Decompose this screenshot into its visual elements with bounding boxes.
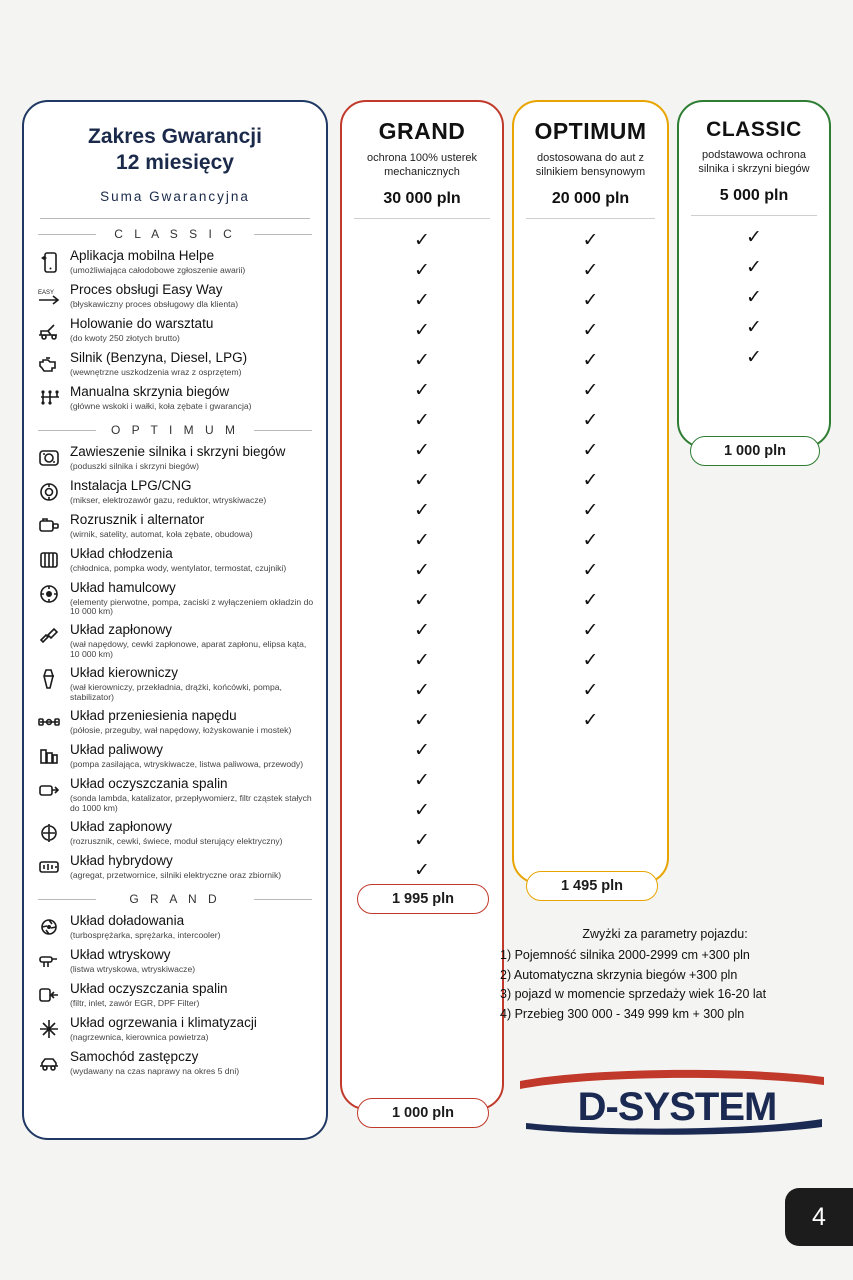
tow-truck-icon	[32, 317, 66, 343]
check-mark: ✓	[414, 678, 430, 701]
exhaust-icon	[32, 777, 66, 803]
feature-name: Układ przeniesienia napędu	[70, 707, 237, 723]
check-mark: ✓	[414, 378, 430, 401]
mobile-app-icon	[32, 249, 66, 275]
feature-row	[24, 441, 326, 475]
dpf-icon	[32, 982, 66, 1008]
check-mark: ✓	[582, 438, 599, 461]
check-mark: ✓	[582, 228, 599, 251]
plan-desc-classic: podstawowa ochrona silnika i skrzyni biegów	[698, 149, 810, 175]
check-mark: ✓	[414, 738, 430, 761]
check-mark: ✓	[582, 498, 599, 521]
electric-icon	[32, 820, 66, 846]
check-mark: ✓	[414, 768, 430, 791]
feature-row	[24, 850, 326, 884]
feature-group-header: C L A S S I C	[24, 227, 326, 241]
check-mark: ✓	[414, 648, 430, 671]
feature-desc: (półosie, przeguby, wał napędowy, łożyskowanie i mostek)	[70, 724, 292, 735]
feature-text	[70, 247, 316, 276]
feature-desc: (turbosprężarka, sprężarka, intercooler)	[70, 929, 221, 940]
engine-icon	[32, 351, 66, 377]
panel-title-line2: 12 miesięcy	[116, 151, 234, 175]
surcharges-line-3: 3) pojazd w momencie sprzedaży wiek 16-20 lat	[500, 987, 767, 1002]
driveline-icon	[32, 709, 66, 735]
brakes-icon	[32, 581, 66, 607]
plan-name-optimum: OPTIMUM	[534, 118, 647, 144]
fuel-icon	[32, 743, 66, 769]
plan-header-optimum	[514, 102, 667, 208]
check-mark: ✓	[414, 318, 430, 341]
price-tag-classic[interactable]: 1 000 pln	[690, 436, 820, 466]
feature-name: Układ hybrydowy	[70, 852, 173, 868]
panel-divider	[40, 218, 310, 219]
feature-name: Układ kierowniczy	[70, 665, 179, 680]
feature-row	[24, 816, 326, 850]
check-mark: ✓	[582, 678, 599, 701]
feature-text	[70, 281, 316, 310]
feature-row	[24, 773, 326, 816]
feature-name: Aplikacja mobilna Helpe	[70, 247, 215, 263]
plan-desc-grand: ochrona 100% usterek mechanicznych	[366, 152, 478, 178]
feature-row	[24, 910, 326, 944]
plan-price-optimum: 20 000 pln	[551, 189, 630, 207]
svg-text:EASY: EASY	[38, 289, 55, 296]
panel-subtitle: Suma Gwarancyjna	[100, 188, 250, 204]
feature-row	[24, 739, 326, 773]
feature-name: Układ wtryskowy	[70, 946, 171, 962]
check-mark: ✓	[582, 258, 599, 281]
feature-name: Układ oczyszczania spalin	[70, 980, 228, 996]
plan-header-grand	[342, 102, 502, 208]
feature-text	[70, 741, 316, 770]
plan-price-grand: 30 000 pln	[383, 189, 461, 207]
check-mark: ✓	[746, 345, 762, 368]
plan-desc-optimum: dostosowana do aut z silnikiem bensynowym	[535, 152, 646, 178]
check-mark: ✓	[582, 528, 599, 551]
surcharges-line-2: 2) Automatyczna skrzynia biegów +300 pln	[500, 967, 738, 982]
check-mark: ✓	[414, 828, 430, 851]
injector-icon	[32, 948, 66, 974]
check-mark: ✓	[582, 468, 599, 491]
feature-desc: (mikser, elektrozawór gazu, reduktor, wtryskiwacze)	[70, 494, 267, 505]
feature-row	[24, 279, 326, 313]
feature-desc: (wydawany na czas naprawy na okres 5 dni)	[70, 1065, 240, 1076]
feature-row	[24, 662, 326, 705]
feature-row	[24, 245, 326, 279]
price-tag-grand-mid[interactable]: 1 995 pln	[357, 884, 489, 914]
feature-text	[70, 664, 316, 703]
feature-name: Rozrusznik i alternator	[70, 511, 205, 527]
check-mark: ✓	[414, 858, 430, 881]
check-mark: ✓	[414, 588, 430, 611]
feature-text	[70, 579, 316, 618]
check-mark: ✓	[746, 255, 762, 278]
feature-text	[70, 477, 316, 506]
feature-name: Układ zapłonowy	[70, 818, 173, 834]
warranty-scope-panel	[22, 100, 328, 1140]
check-mark: ✓	[414, 798, 430, 821]
plan-header-classic	[679, 102, 829, 205]
feature-text	[70, 818, 316, 847]
check-mark: ✓	[582, 348, 599, 371]
logo-text: D-SYSTEM	[577, 1085, 777, 1129]
feature-row	[24, 577, 326, 620]
check-mark: ✓	[746, 315, 762, 338]
feature-text	[70, 315, 316, 344]
company-logo	[512, 1065, 832, 1135]
plan-checks-grand	[342, 219, 502, 885]
plan-column-grand[interactable]	[340, 100, 504, 1110]
suspension-icon	[32, 445, 66, 471]
surcharges-note	[500, 925, 830, 1024]
feature-desc: (filtr, inlet, zawór EGR, DPF Filter)	[70, 997, 200, 1008]
surcharges-title: Zwyżki za parametry pojazdu:	[582, 927, 748, 941]
check-mark: ✓	[582, 288, 599, 311]
feature-desc: (wał kierowniczy, przekładnia, drążki, końcówki, pompa, stabilizator)	[70, 682, 282, 702]
feature-list	[24, 441, 326, 884]
lpg-icon	[32, 479, 66, 505]
feature-text	[70, 1048, 316, 1077]
check-mark: ✓	[414, 258, 430, 281]
check-mark: ✓	[582, 588, 599, 611]
surcharges-line-1: 1) Pojemność silnika 2000-2999 cm +300 pln	[500, 948, 750, 963]
courtesy-car-icon	[32, 1050, 66, 1076]
feature-desc: (agregat, przetwornice, silniki elektryczne oraz zbiornik)	[70, 869, 282, 880]
feature-row	[24, 381, 326, 415]
panel-title-line1: Zakres Gwarancji	[88, 125, 262, 148]
feature-text	[70, 621, 316, 660]
feature-desc: (wewnętrzne uszkodzenia wraz z osprzętem)	[70, 366, 242, 377]
check-mark: ✓	[414, 408, 430, 431]
feature-text	[70, 511, 316, 540]
feature-text	[70, 383, 316, 412]
feature-name: Układ hamulcowy	[70, 579, 176, 595]
check-mark: ✓	[414, 618, 430, 641]
feature-name: Silnik (Benzyna, Diesel, LPG)	[70, 349, 248, 365]
plan-column-classic[interactable]	[677, 100, 831, 448]
feature-row	[24, 705, 326, 739]
feature-desc: (błyskawiczny proces obsługowy dla klienta)	[70, 298, 239, 309]
feature-row	[24, 978, 326, 1012]
feature-name: Układ zapłonowy	[70, 622, 173, 638]
feature-text	[70, 349, 316, 378]
panel-title	[24, 124, 326, 177]
plan-checks-classic	[679, 216, 829, 372]
feature-text	[70, 946, 316, 975]
feature-desc: (nagrzewnica, kierownica powietrza)	[70, 1031, 209, 1042]
check-mark: ✓	[582, 408, 599, 431]
feature-text	[70, 707, 316, 736]
check-mark: ✓	[582, 318, 599, 341]
plan-name-grand: GRAND	[378, 118, 466, 144]
check-mark: ✓	[414, 468, 430, 491]
feature-desc: (poduszki silnika i skrzyni biegów)	[70, 460, 199, 471]
feature-row	[24, 509, 326, 543]
feature-text	[70, 852, 316, 881]
feature-text	[70, 912, 316, 941]
cooling-icon	[32, 547, 66, 573]
feature-name: Układ doładowania	[70, 912, 185, 928]
feature-row	[24, 347, 326, 381]
feature-text	[70, 980, 316, 1009]
feature-name: Układ oczyszczania spalin	[70, 775, 228, 791]
feature-list	[24, 245, 326, 415]
feature-row	[24, 313, 326, 347]
feature-text	[70, 443, 316, 472]
feature-row	[24, 543, 326, 577]
plan-checks-optimum	[514, 219, 667, 735]
ac-icon	[32, 1016, 66, 1042]
ignition-icon	[32, 623, 66, 649]
feature-name: Samochód zastępczy	[70, 1048, 199, 1064]
gearbox-icon	[32, 385, 66, 411]
check-mark: ✓	[746, 225, 762, 248]
feature-text	[70, 1014, 316, 1043]
feature-desc: (wał napędowy, cewki zapłonowe, aparat zapłonu, elipsa kąta, 10 000 km)	[70, 639, 307, 660]
feature-desc: (chłodnica, pompka wody, wentylator, termostat, czujniki)	[70, 562, 287, 573]
feature-desc: (wirnik, satelity, automat, koła zębate, obudowa)	[70, 528, 253, 539]
check-mark: ✓	[414, 288, 430, 311]
feature-name: Układ chłodzenia	[70, 545, 173, 561]
feature-desc: (umożliwiająca całodobowe zgłoszenie awarii)	[70, 264, 246, 275]
check-mark: ✓	[414, 438, 430, 461]
feature-row	[24, 1046, 326, 1080]
plan-column-optimum[interactable]	[512, 100, 669, 884]
check-mark: ✓	[414, 498, 430, 521]
feature-group-header: O P T I M U M	[24, 423, 326, 437]
feature-name: Układ paliwowy	[70, 741, 164, 757]
easy-way-icon	[32, 283, 66, 309]
feature-row	[24, 475, 326, 509]
price-tag-optimum[interactable]: 1 495 pln	[526, 871, 658, 901]
check-mark: ✓	[582, 558, 599, 581]
check-mark: ✓	[414, 558, 430, 581]
feature-desc: (pompa zasilająca, wtryskiwacze, listwa paliwowa, przewody)	[70, 758, 304, 769]
plan-name-classic: CLASSIC	[706, 118, 802, 141]
feature-desc: (do kwoty 250 złotych brutto)	[70, 332, 180, 343]
feature-group-header: G R A N D	[24, 892, 326, 906]
feature-desc: (sonda lambda, katalizator, przepływomierz, filtr cząstek stałych do 1000 km)	[70, 792, 312, 813]
surcharges-line-4: 4) Przebieg 300 000 - 349 999 km + 300 pln	[500, 1006, 745, 1021]
check-mark: ✓	[582, 618, 599, 641]
check-mark: ✓	[582, 378, 599, 401]
check-mark: ✓	[414, 228, 430, 251]
hybrid-icon	[32, 854, 66, 880]
feature-list	[24, 910, 326, 1080]
feature-name: Instalacja LPG/CNG	[70, 477, 192, 493]
turbo-icon	[32, 914, 66, 940]
feature-text	[70, 775, 316, 814]
check-mark: ✓	[414, 348, 430, 371]
feature-desc: (główne wskoki i wałki, koła zębate i gwarancja)	[70, 400, 252, 411]
plan-price-classic: 5 000 pln	[719, 186, 789, 204]
price-tag-grand-bottom[interactable]: 1 000 pln	[357, 1098, 489, 1128]
feature-groups	[24, 227, 326, 1080]
feature-text	[70, 545, 316, 574]
feature-name: Zawieszenie silnika i skrzyni biegów	[70, 443, 286, 459]
feature-name: Manualna skrzynia biegów	[70, 383, 230, 399]
check-mark: ✓	[746, 285, 762, 308]
feature-name: Holowanie do warsztatu	[70, 315, 214, 331]
check-mark: ✓	[414, 528, 430, 551]
feature-row	[24, 619, 326, 662]
check-mark: ✓	[582, 648, 599, 671]
feature-row	[24, 1012, 326, 1046]
check-mark: ✓	[414, 708, 430, 731]
starter-icon	[32, 513, 66, 539]
check-mark: ✓	[582, 708, 599, 731]
feature-desc: (rozrusznik, cewki, świece, moduł sterujący elektryczny)	[70, 835, 283, 846]
feature-name: Proces obsługi Easy Way	[70, 281, 223, 297]
steering-icon	[32, 666, 66, 692]
page-number: 4	[785, 1188, 853, 1246]
feature-desc: (listwa wtryskowa, wtryskiwacze)	[70, 963, 196, 974]
feature-desc: (elementy pierwotne, pompa, zaciski z wyłączeniem okładzin do 10 000 km)	[70, 596, 314, 617]
feature-name: Układ ogrzewania i klimatyzacji	[70, 1014, 257, 1030]
feature-row	[24, 944, 326, 978]
